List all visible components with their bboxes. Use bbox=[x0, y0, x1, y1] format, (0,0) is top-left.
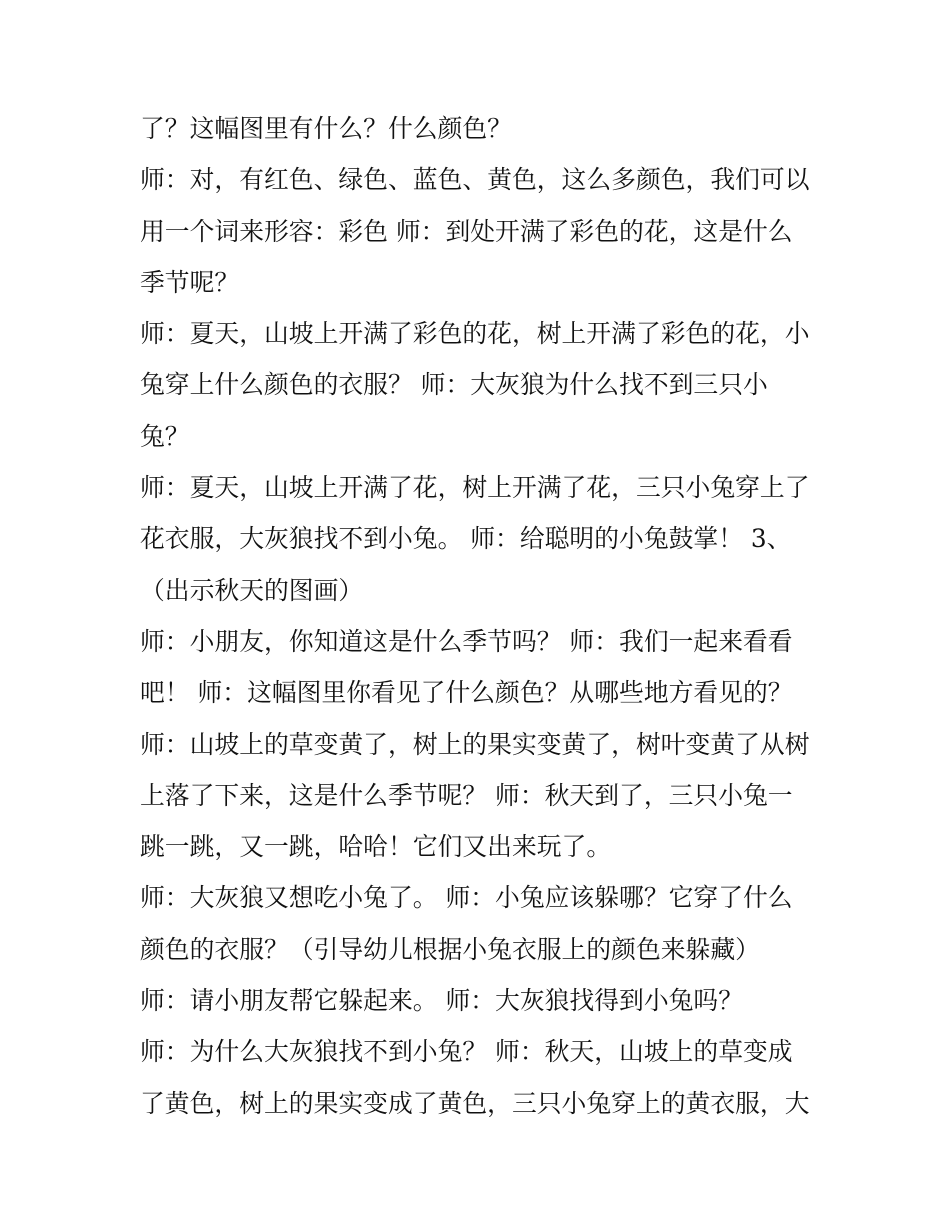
text-line: 师：对，有红色、绿色、蓝色、黄色，这么多颜色，我们可以 bbox=[140, 165, 810, 195]
text-line: 师：为什么大灰狼找不到小兔？ 师：秋天，山坡上的草变成 bbox=[140, 1037, 793, 1067]
text-line: 跳一跳，又一跳，哈哈！它们又出来玩了。 bbox=[140, 832, 612, 862]
text-line: 师：夏天，山坡上开满了彩色的花，树上开满了彩色的花，小 bbox=[140, 319, 810, 349]
text-line: 用一个词来形容：彩色 师：到处开满了彩色的花，这是什么 bbox=[140, 216, 793, 246]
text-line: 颜色的衣服？（引导幼儿根据小兔衣服上的颜色来躲藏） bbox=[140, 934, 760, 964]
text-line: 师：夏天，山坡上开满了花，树上开满了花，三只小兔穿上了 bbox=[140, 473, 810, 503]
text-line: 师：请小朋友帮它躲起来。 师：大灰狼找得到小兔吗？ bbox=[140, 986, 744, 1016]
text-line: （出示秋天的图画） bbox=[140, 575, 364, 605]
text-line: 兔？ bbox=[140, 421, 190, 451]
text-line: 师：大灰狼又想吃小兔了。 师：小兔应该躲哪？它穿了什么 bbox=[140, 883, 793, 913]
text-line: 师：小朋友，你知道这是什么季节吗？ 师：我们一起来看看 bbox=[140, 626, 793, 656]
text-line: 了？这幅图里有什么？什么颜色？ bbox=[140, 114, 512, 143]
text-line: 兔穿上什么颜色的衣服？ 师：大灰狼为什么找不到三只小 bbox=[140, 370, 768, 400]
text-line: 花衣服，大灰狼找不到小兔。 师：给聪明的小兔鼓掌！ 3、 bbox=[140, 524, 792, 554]
text-line: 吧！ 师：这幅图里你看见了什么颜色？从哪些地方看见的？ bbox=[140, 678, 793, 708]
text-line: 季节呢？ bbox=[140, 267, 240, 297]
document-body bbox=[140, 103, 830, 1129]
text-line: 了黄色，树上的果实变成了黄色，三只小兔穿上的黄衣服，大 bbox=[140, 1088, 810, 1118]
text-line: 师：山坡上的草变黄了，树上的果实变黄了，树叶变黄了从树 bbox=[140, 729, 810, 759]
text-line: 上落了下来，这是什么季节呢？ 师：秋天到了，三只小兔一 bbox=[140, 780, 793, 810]
